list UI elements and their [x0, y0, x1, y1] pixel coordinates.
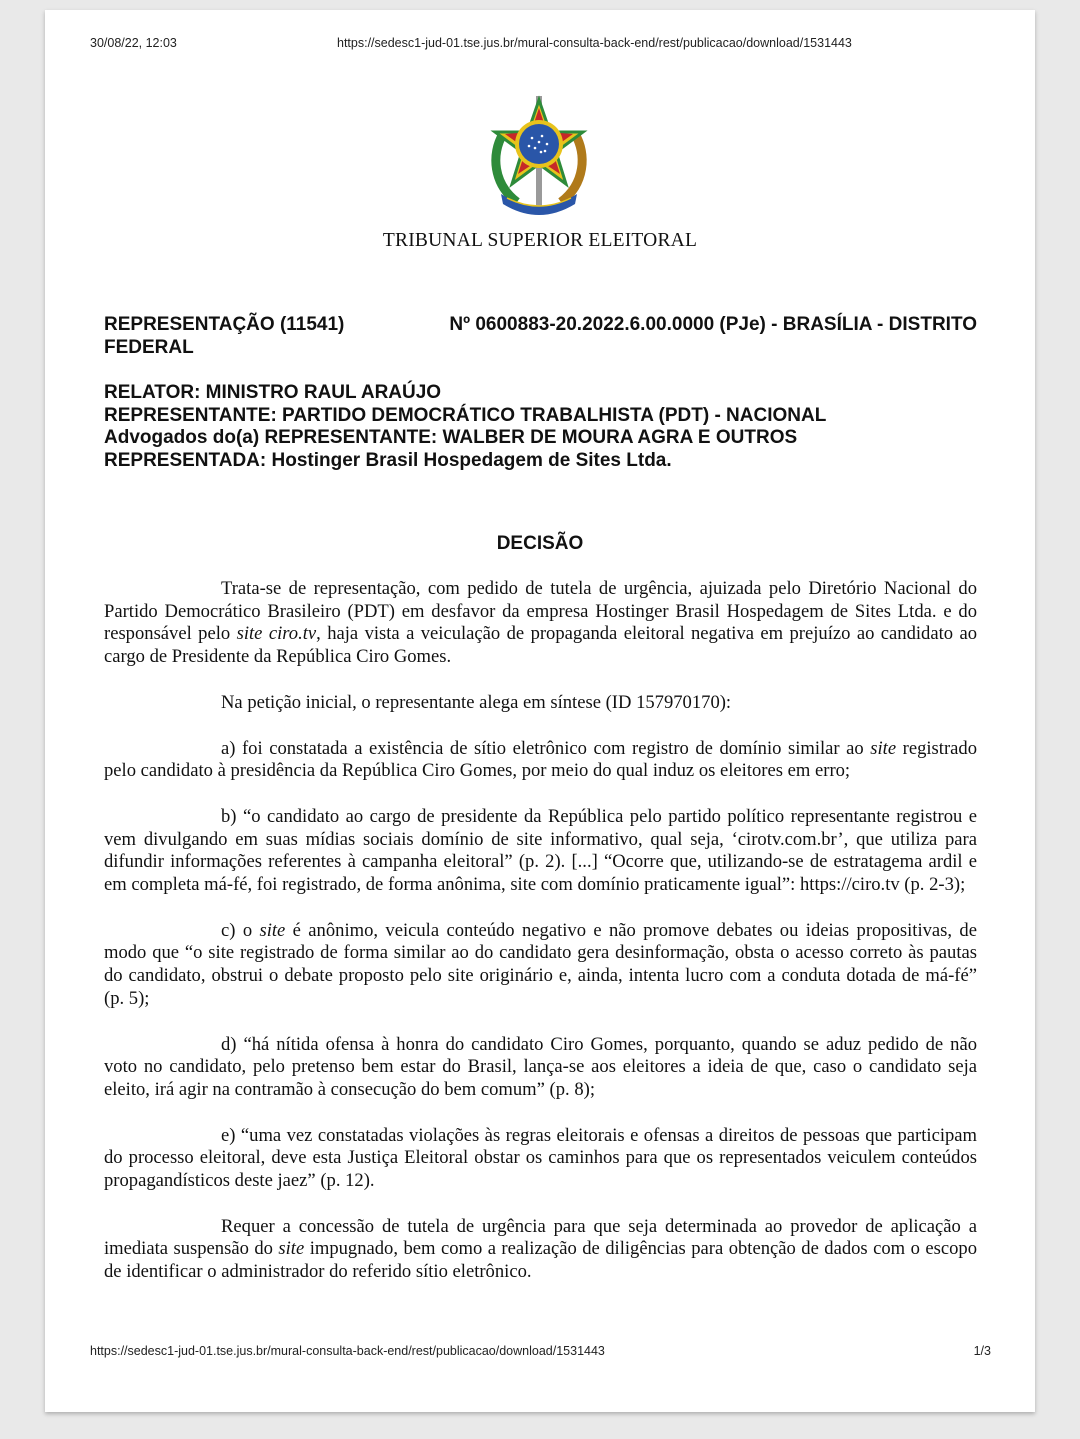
print-footer-url: https://sedesc1-jud-01.tse.jus.br/mural-consulta-back-end/rest/publicacao/download/1531443 — [90, 1344, 605, 1358]
print-header-url: https://sedesc1-jud-01.tse.jus.br/mural-consulta-back-end/rest/publicacao/download/1531443 — [337, 36, 852, 50]
print-datetime: 30/08/22, 12:03 — [90, 36, 177, 50]
case-parties — [104, 382, 984, 472]
paragraph: Trata-se de representação, com pedido de tutela de urgência, ajuizada pelo Diretório Nacional do Partido Democrático Brasileiro (PDT) em desfavor da empresa Hostinger Brasil Hospedagem de Sites Ltda. e do responsável pelo site ciro.tv, haja vista a veiculação de propaganda eleitoral negativa em prejuízo ao candidato ao cargo de Presidente da República Ciro Gomes. — [104, 578, 977, 668]
paragraph: b) “o candidato ao cargo de presidente da República pelo partido político representante registrou e vem divulgando em suas mídias sociais domínio de site informativo, qual seja, ‘cirotv.com.br’, que utiliza para difundir informações referentes à campanha eleitoral” (p. 2). [...] “Ocorre que, utilizando-se de estratagema ardil e em completa má-fé, foi registrado, de forma anônima, site com domínio praticamente igual”: https://ciro.tv (p. 2-3); — [104, 805, 977, 896]
paragraph: e) “uma vez constatadas violações às regras eleitorais e ofensas a direitos de pessoas que participam do processo eleitoral, deve esta Justiça Eleitoral obstar os caminhos para que os representados veiculem conteúdos propagandísticos deste jaez” (p. 12). — [104, 1124, 977, 1192]
paragraph: Requer a concessão de tutela de urgência para que seja determinada ao provedor de aplicação a imediata suspensão do site impugnado, bem como a realização de diligências para obtenção de dados com o escopo de identificar o administrador do referido sítio eletrônico. — [104, 1215, 977, 1283]
court-name: TRIBUNAL SUPERIOR ELEITORAL — [382, 230, 698, 251]
representada: REPRESENTADA: Hostinger Brasil Hospedagem de Sites Ltda. — [104, 449, 672, 471]
case-number: Nº 0600883-20.2022.6.00.0000 (PJe) - BRASÍLIA - DISTRITO — [449, 314, 977, 335]
paragraph: d) “há nítida ofensa à honra do candidato Ciro Gomes, porquanto, quando se aduz pedido de não voto no candidato, pelo pretenso bem estar do Brasil, lança-se aos eleitores a ideia de que, caso o candidato seja eleito, irá agir na contramão à consecução do bem comum” (p. 8); — [104, 1033, 977, 1100]
case-heading — [104, 313, 977, 359]
case-type: REPRESENTAÇÃO (11541) — [104, 314, 345, 335]
section-title: DECISÃO — [496, 533, 584, 554]
paragraph: a) foi constatada a existência de sítio eletrônico com registro de domínio similar ao site registrado pelo candidato à presidência da República Ciro Gomes, por meio do qual induz os eleitores em erro; — [104, 737, 977, 782]
page-number: 1/3 — [973, 1344, 991, 1358]
case-location: FEDERAL — [104, 337, 194, 358]
brazil-coat-of-arms-icon — [487, 94, 591, 218]
decision-body — [104, 578, 977, 1284]
paragraph: Na petição inicial, o representante alega em síntese (ID 157970170): — [221, 691, 732, 713]
document-page — [45, 10, 1035, 1412]
representante: REPRESENTANTE: PARTIDO DEMOCRÁTICO TRABALHISTA (PDT) - NACIONAL — [104, 404, 827, 426]
paragraph: c) o site é anônimo, veicula conteúdo negativo e não promove debates ou ideias propositivas, de modo que “o site registrado de forma similar ao do candidato gera desinformação, obsta o acesso correto às pautas do candidato, obstrui o debate proposto pelo site originário e, ainda, intenta lucro com a conduta dotada de má-fé” (p. 5); — [104, 919, 977, 1009]
advogados: Advogados do(a) REPRESENTANTE: WALBER DE MOURA AGRA E OUTROS — [104, 427, 798, 448]
relator: RELATOR: MINISTRO RAUL ARAÚJO — [104, 382, 442, 403]
